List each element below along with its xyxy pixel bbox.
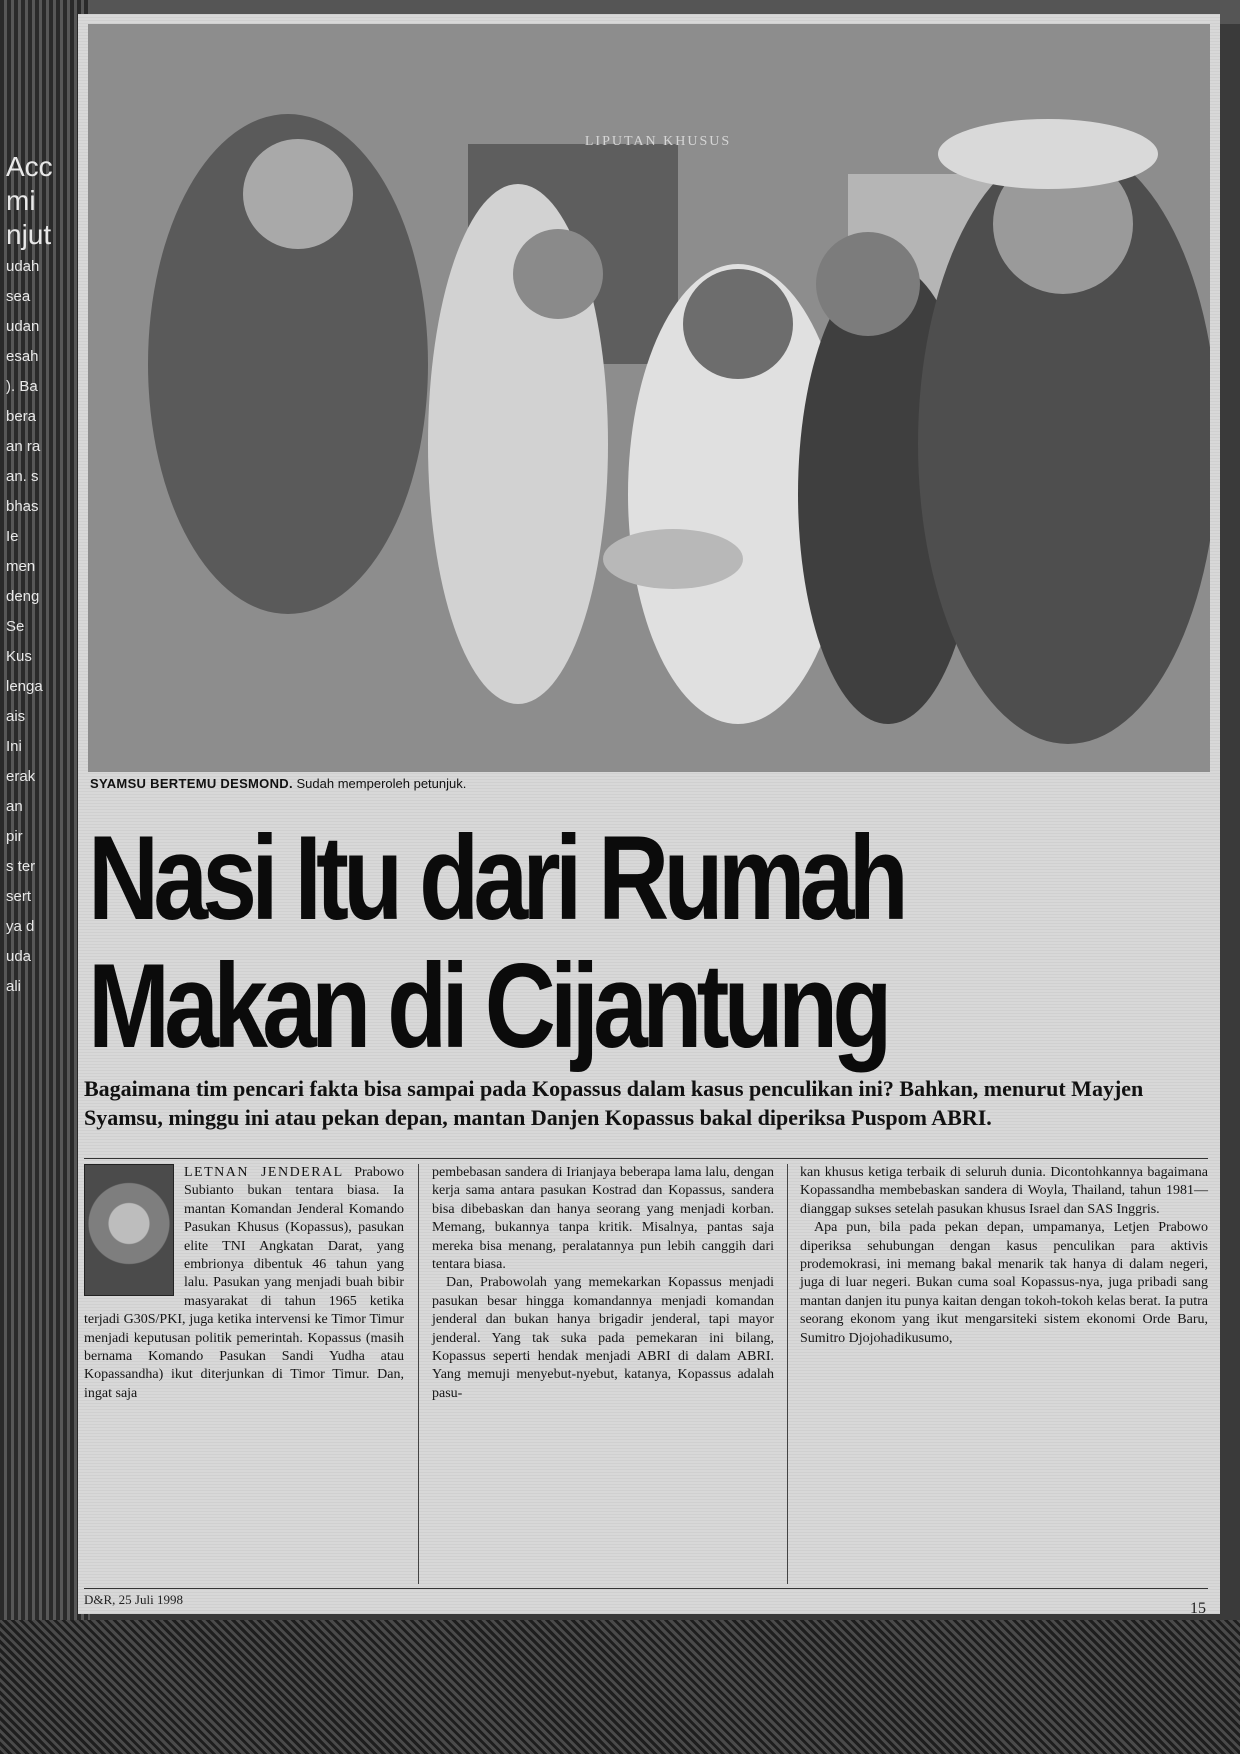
column-3-paragraph-2: Apa pun, bila pada pekan depan, umpamanya, Letjen Prabowo diperiksa sehubungan dengan kasus penculikan para aktivis prodemokrasi, ini memang bakal menarik tak hanya di dalam negeri, juga di luar negeri. Bukan cuma soal Kopassus-nya, juga pribadi sang mantan danjen itu punya kaitan dengan tokoh-tokoh kelas berat. Ia putra seorang ekonom yang ikut mengarsiteki sistem ekonomi Orde Baru, Sumitro Djojohadikusumo,	[800, 1220, 1208, 1346]
headline	[88, 811, 1015, 1073]
article-column-3	[800, 1164, 1208, 1348]
previous-page-fragment: ais	[6, 708, 26, 725]
column-2-paragraph-2: Dan, Prabowolah yang memekarkan Kopassus menjadi pasukan besar hingga komandannya menjadi komandan jenderal dan bukan hanya brigadir jenderal, tapi mayor jenderal. Yang tak suka pada pemekaran ini bilang, Kopassus seperti hendak menjadi ABRI di dalam ABRI. Yang memuji menyebut-nyebut, katanya, Kopassus adalah pasu-	[432, 1275, 774, 1401]
previous-page-fragment: deng	[6, 588, 40, 605]
previous-page-fragment: lenga	[6, 678, 43, 695]
previous-page-fragment: ali	[6, 978, 22, 995]
article-column-1	[84, 1164, 404, 1403]
previous-page-fragment: s ter	[6, 858, 36, 875]
previous-page-fragment: sert	[6, 888, 32, 905]
footer-divider	[84, 1588, 1208, 1589]
previous-page-fragment: erak	[6, 768, 36, 785]
previous-page-fragment: men	[6, 558, 36, 575]
previous-page-fragment: an. s	[6, 468, 39, 485]
photo-caption	[90, 776, 1190, 791]
previous-page-fragment: Se	[6, 618, 25, 635]
previous-page-fragment: pir	[6, 828, 23, 845]
previous-page-fragment: sea	[6, 288, 31, 305]
page-number: 15	[1190, 1600, 1206, 1617]
photo-section-header: LIPUTAN KHUSUS	[584, 134, 732, 149]
headline-line-2: Makan di Cijantung	[88, 939, 887, 1073]
magazine-page	[78, 14, 1220, 1617]
column-separator-2	[787, 1164, 788, 1584]
previous-page-fragment: njut	[6, 219, 52, 250]
portrait-photo	[84, 1164, 174, 1296]
previous-page-fragment: Ie	[6, 528, 19, 545]
previous-page-fragment: mi	[6, 185, 36, 216]
column-separator-1	[418, 1164, 419, 1584]
caption-text: Sudah memperoleh petunjuk.	[296, 776, 467, 791]
previous-page-fragment: Ini	[6, 738, 22, 755]
previous-page-fragment: esah	[6, 348, 39, 365]
footer-source: D&R, 25 Juli 1998	[84, 1592, 183, 1607]
column-lead-in: LETNAN JENDERAL	[184, 1165, 344, 1180]
previous-page-fragment: Kus	[6, 648, 32, 665]
previous-page-fragment: bhas	[6, 498, 39, 515]
article-column-2	[432, 1164, 774, 1403]
previous-page-fragment: ). Ba	[6, 378, 38, 395]
previous-page-fragment: bera	[6, 408, 37, 425]
column-3-paragraph-1: kan khusus ketiga terbaik di seluruh dunia. Dicontohkannya bagaimana Kopassandha membebaskan sandera di Woyla, Thailand, tahun 1981—dianggap sukses setelah pasukan khusus Israel dan SAS Inggris.	[800, 1165, 1208, 1217]
previous-page-fragment: udah	[6, 258, 40, 275]
previous-page-fragment: an ra	[6, 438, 41, 455]
scan-bottom-edge	[0, 1620, 1240, 1754]
caption-name: SYAMSU BERTEMU DESMOND.	[90, 776, 293, 791]
article-lead: Bagaimana tim pencari fakta bisa sampai pada Kopassus dalam kasus penculikan ini? Bahkan, menurut Mayjen Syamsu, minggu ini atau pekan depan, mantan Danjen Kopassus bakal diperiksa Puspom ABRI.	[84, 1076, 1144, 1130]
previous-page-fragment: udan	[6, 318, 40, 335]
previous-page-fragment: uda	[6, 948, 32, 965]
previous-page-fragment: Acc	[6, 151, 53, 182]
headline-line-1: Nasi Itu dari Rumah	[88, 811, 903, 945]
previous-page-fragment: an	[6, 798, 23, 815]
previous-page-fragments	[6, 150, 76, 1002]
column-2-paragraph-1: pembebasan sandera di Irianjaya beberapa lama lalu, dengan kerja sama antara pasukan Kostrad dan Kopassus, sandera bisa dibebaskan dan hanya seorang yang menjadi korban. Memang, bukannya tanpa kritik. Misalnya, pantas saja mereka bisa menang, peralatannya pun lebih canggih dari tentara biasa.	[432, 1165, 774, 1273]
column-1-text: Prabowo Subianto bukan tentara biasa. Ia mantan Komandan Jenderal Komando Pasukan Khusus (Kopassus), pasukan elite TNI Angkatan Darat, yang embrionya dibentuk 46 tahun yang lalu. Pasukan yang menjadi buah bibir masyarakat di tahun 1965 ketika terjadi G30S/PKI, juga ketika intervensi ke Timor Timur menjadi keputusan politik pemerintah. Kopassus (masih bernama Komando Pasukan Sandi Yudha atau Kopassandha) ikut diterjunkan di Timor Timur. Dan, ingat saja	[84, 1165, 405, 1401]
article-photo	[88, 24, 1210, 772]
lead-divider	[84, 1158, 1208, 1159]
previous-page-fragment: ya d	[6, 918, 35, 935]
